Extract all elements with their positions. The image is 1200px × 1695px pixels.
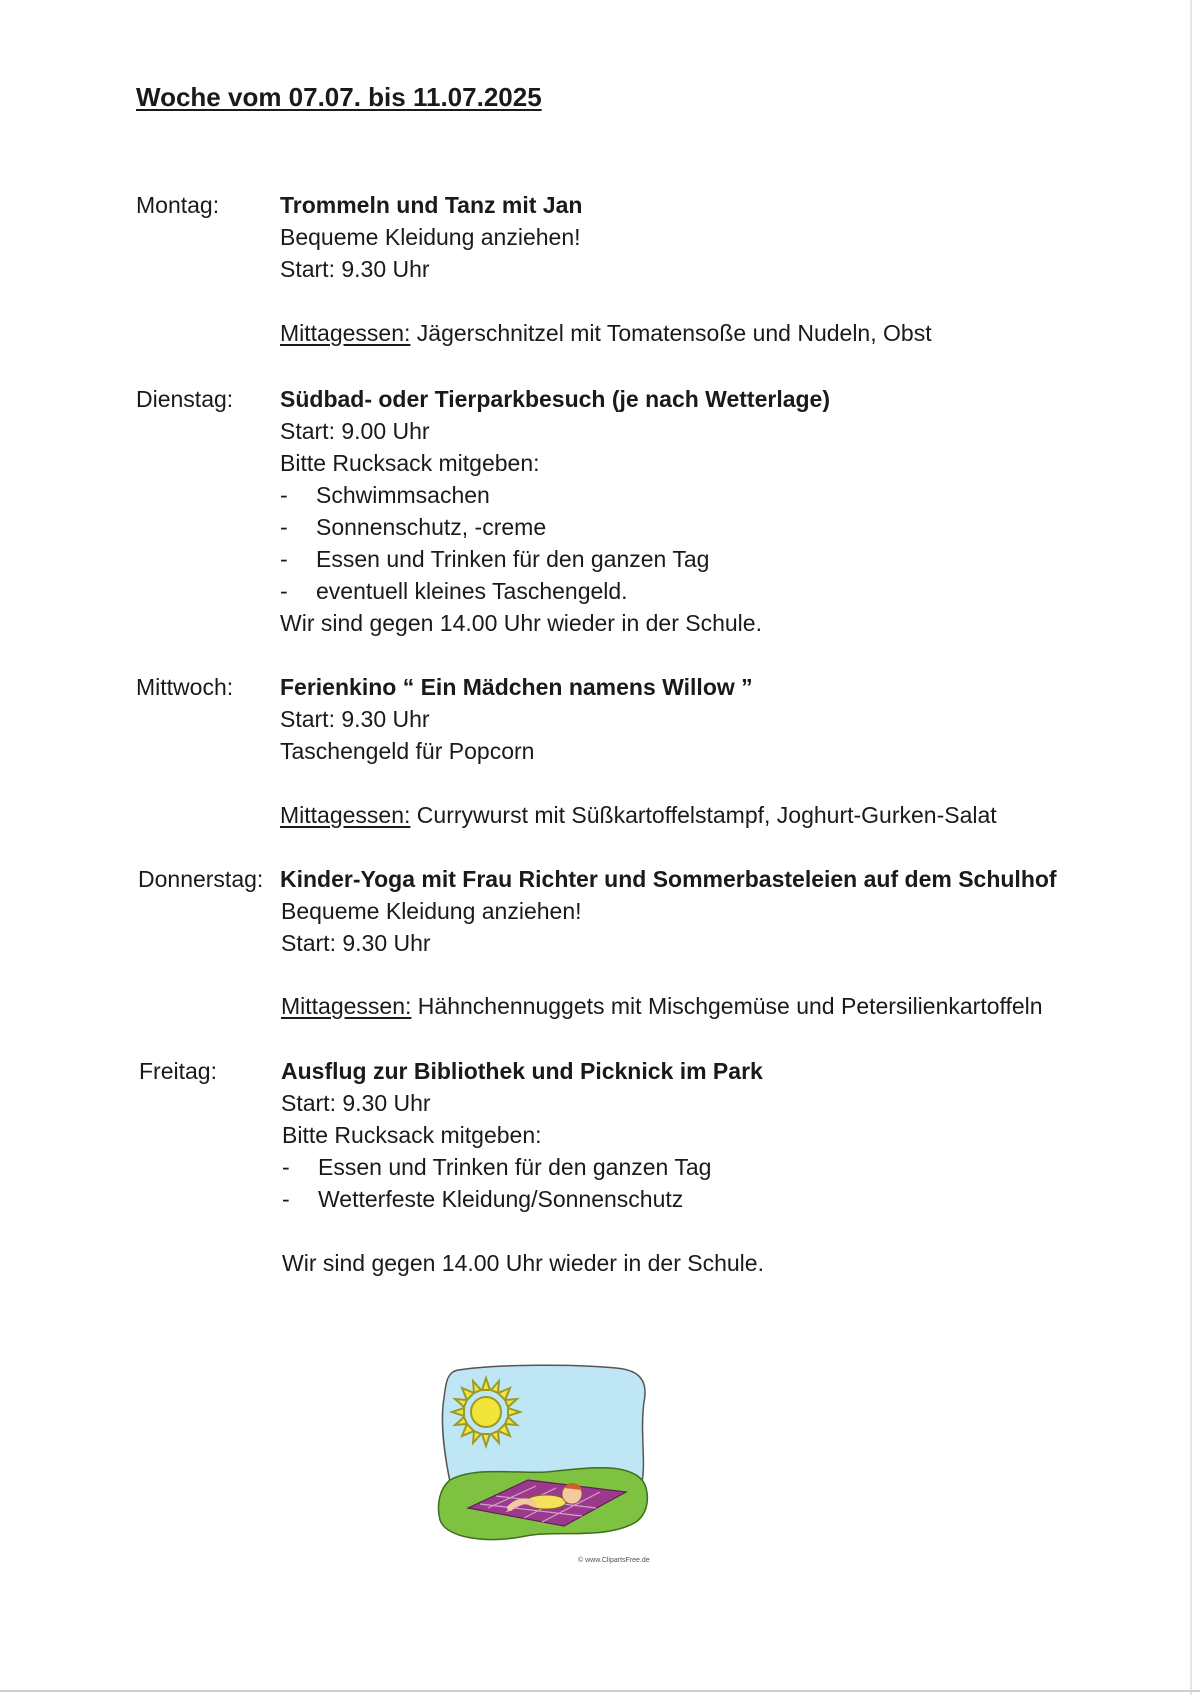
list-item: Essen und Trinken für den ganzen Tag <box>318 1154 712 1180</box>
start-time-monday: Start: 9.30 Uhr <box>280 256 430 282</box>
start-time-thursday: Start: 9.30 Uhr <box>281 930 431 956</box>
day-label-tuesday: Dienstag: <box>136 386 234 412</box>
sun-icon <box>452 1378 520 1446</box>
day-label-friday: Freitag: <box>139 1058 217 1084</box>
start-time-wednesday: Start: 9.30 Uhr <box>280 706 430 732</box>
lunch-monday <box>280 320 932 347</box>
activity-note-thursday: Bequeme Kleidung anziehen! <box>281 898 582 924</box>
money-note-wednesday: Taschengeld für Popcorn <box>280 738 535 764</box>
list-dash: - <box>280 578 288 604</box>
lunch-label: Mittagessen: <box>280 802 411 828</box>
list-item: Sonnenschutz, -creme <box>316 514 547 540</box>
start-time-friday: Start: 9.30 Uhr <box>281 1090 431 1116</box>
return-note-tuesday: Wir sind gegen 14.00 Uhr wieder in der Schule. <box>280 610 762 636</box>
list-item: eventuell kleines Taschengeld. <box>316 578 628 604</box>
lunch-text: Hähnchennuggets mit Mischgemüse und Petersilienkartoffeln <box>417 993 1043 1019</box>
day-label-wednesday: Mittwoch: <box>136 674 234 700</box>
list-dash: - <box>280 482 288 508</box>
list-dash: - <box>280 514 288 540</box>
list-dash: - <box>282 1186 290 1212</box>
return-note-friday: Wir sind gegen 14.00 Uhr wieder in der Schule. <box>282 1250 764 1276</box>
lunch-thursday <box>281 993 1043 1020</box>
list-dash: - <box>280 546 288 572</box>
activity-title-monday: Trommeln und Tanz mit Jan <box>280 192 583 218</box>
page-edge-right <box>1190 0 1192 1695</box>
start-time-tuesday: Start: 9.00 Uhr <box>280 418 430 444</box>
activity-title-tuesday: Südbad- oder Tierparkbesuch (je nach Wetterlage) <box>280 386 831 412</box>
day-label-thursday: Donnerstag: <box>138 866 264 892</box>
backpack-note-tuesday: Bitte Rucksack mitgeben: <box>280 450 540 476</box>
lunch-text: Currywurst mit Süßkartoffelstampf, Joghurt-Gurken-Salat <box>416 802 997 828</box>
lunch-wednesday <box>280 802 997 829</box>
image-credit: © www.ClipartsFree.de <box>578 1557 650 1564</box>
activity-title-thursday: Kinder-Yoga mit Frau Richter und Sommerbasteleien auf dem Schulhof <box>280 866 1057 892</box>
activity-note-monday: Bequeme Kleidung anziehen! <box>280 224 581 250</box>
activity-title-friday: Ausflug zur Bibliothek und Picknick im Park <box>281 1058 763 1084</box>
lunch-label: Mittagessen: <box>280 320 411 346</box>
backpack-note-friday: Bitte Rucksack mitgeben: <box>282 1122 542 1148</box>
list-item: Essen und Trinken für den ganzen Tag <box>316 546 710 572</box>
day-label-monday: Montag: <box>136 192 220 218</box>
page-title: Woche vom 07.07. bis 11.07.2025 <box>136 82 542 112</box>
sunbathing-illustration <box>436 1362 654 1550</box>
activity-title-wednesday: Ferienkino “ Ein Mädchen namens Willow ” <box>280 674 753 700</box>
lunch-text: Jägerschnitzel mit Tomatensoße und Nudeln, Obst <box>416 320 932 346</box>
page-edge-bottom <box>0 1690 1200 1692</box>
list-item: Schwimmsachen <box>316 482 490 508</box>
list-item: Wetterfeste Kleidung/Sonnenschutz <box>318 1186 684 1212</box>
list-dash: - <box>282 1154 290 1180</box>
lunch-label: Mittagessen: <box>281 993 412 1019</box>
